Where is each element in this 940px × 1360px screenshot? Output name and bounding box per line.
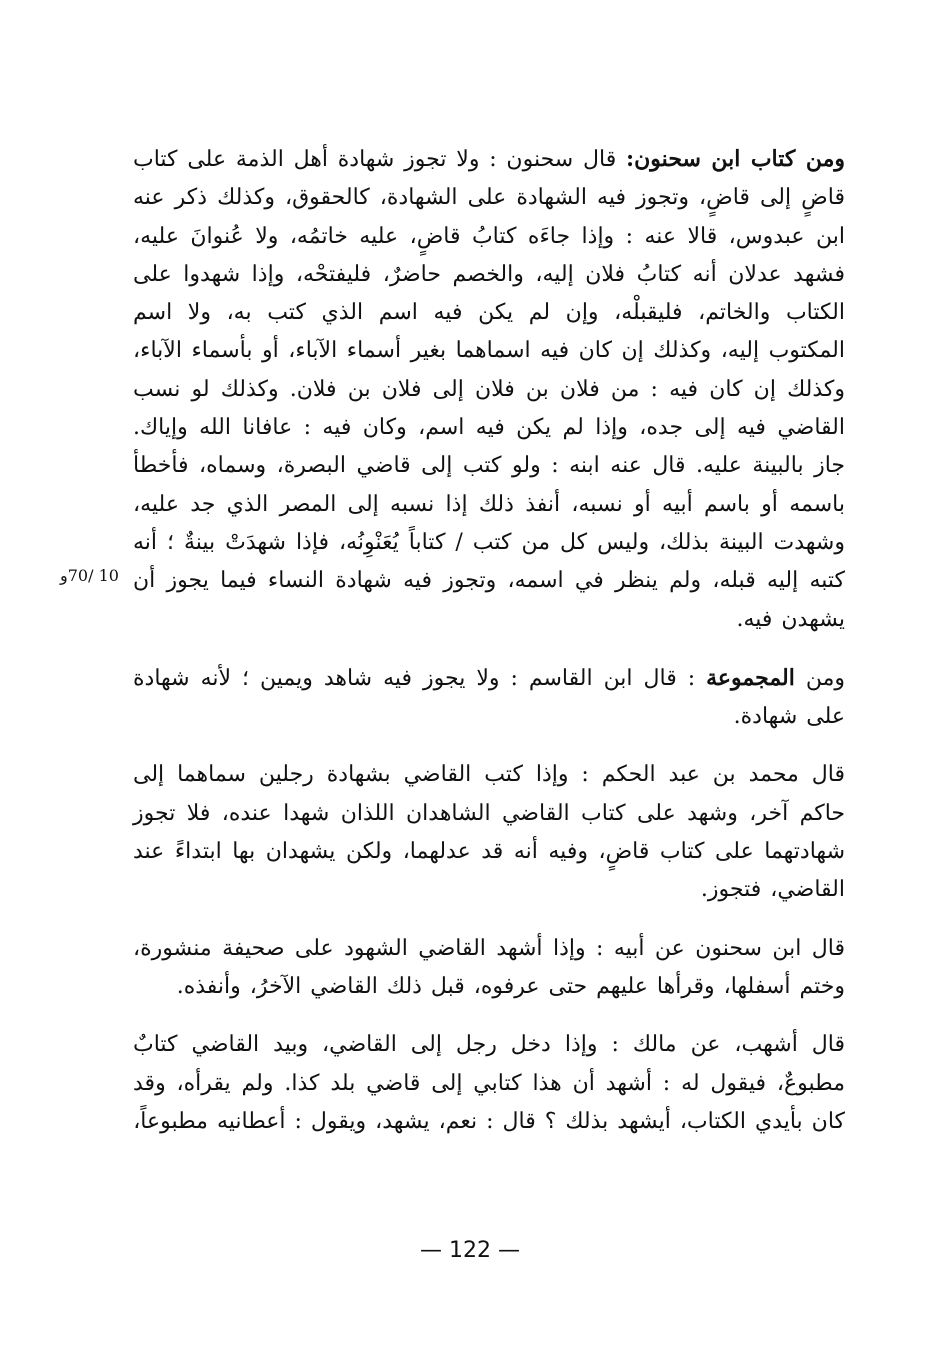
- paragraph-1: [133, 140, 845, 639]
- paragraph-2-prefix: ومن: [794, 665, 845, 691]
- paragraph-1-text: قال سحنون : ولا تجوز شهادة أهل الذمة على كتاب قاضٍ إلى قاضٍ، وتجوز فيه الشهادة على الشهادة، كالحقوق، وكذلك ذكر عنه ابن عبدوس، قالا عنه : وإذا جاءَه كتابُ قاضٍ، عليه خاتمُه، ولا عُنوانَ عليه، فشهد عدلان أنه كتابُ فلان إليه، والخصم حاضرٌ، فليفتحْه، وإذا شهدوا على الكتاب والخاتم، فليقبلْه، وإن لم يكن فيه اسم الذي كتب به، ولا اسم المكتوب إليه، وكذلك إن كان فيه اسماهما بغير أسماء الآباء، أو بأسماء الآباء، وكذلك إن كان فيه : من فلان بن فلان إلى فلان بن فلان. وكذلك لو نسب القاضي فيه إلى جده، وإذا لم يكن فيه اسم، وكان فيه : عافانا الله وإياك. جاز بالبينة عليه. قال عنه ابنه : ولو كتب إلى قاضي البصرة، وسماه، فأخطأ باسمه أو باسم أبيه أو نسبه، أنفذ ذلك إذا نسبه إلى المصر الذي جد عليه، وشهدت البينة بذلك، وليس كل من كتب / كتاباً يُعَنْوِنُه، فإذا شهدَتْ بينةٌ ؛ أنه كتبه إليه قبله، ولم ينظر في اسمه، وتجوز فيه شهادة النساء فيما يجوز أن يشهدن فيه.: [133, 147, 845, 632]
- paragraph-2-text: : قال ابن القاسم : ولا يجوز فيه شاهد ويمين ؛ لأنه شهادة على شهادة.: [133, 665, 845, 730]
- main-text: [133, 140, 845, 1141]
- paragraph-3: قال محمد بن عبد الحكم : وإذا كتب القاضي بشهادة رجلين سماهما إلى حاكم آخر، وشهد على كتاب القاضي الشاهدان اللذان شهدا عنده، فلا تجوز شهادتهما على كتاب قاضٍ، وفيه أنه قد عدلهما، ولكن يشهدان بها ابتداءً عند القاضي، فتجوز.: [133, 762, 845, 903]
- paragraph-4: قال ابن سحنون عن أبيه : وإذا أشهد القاضي الشهود على صحيفة منشورة، وختم أسفلها، وقرأها عليهم حتى عرفوه، قبل ذلك القاضي الآخرُ، وأنفذه.: [133, 935, 845, 999]
- manuscript-folio-reference: 10 /70و: [60, 566, 119, 585]
- paragraph-2: [133, 659, 845, 737]
- paragraph-5: قال أشهب، عن مالك : وإذا دخل رجل إلى القاضي، وبيد القاضي كتابٌ مطبوعٌ، فيقول له : أشهد أن هذا كتابي إلى قاضي بلد كذا. ولم يقرأه، وقد كان بأيدي الكتاب، أيشهد بذلك ؟ قال : نعم، يشهد، ويقول : أعطانيه مطبوعاً،: [133, 1032, 845, 1134]
- source-heading-ibn-sahnun: ومن كتاب ابن سحنون:: [626, 146, 845, 172]
- source-heading-majmua: المجموعة: [706, 664, 795, 691]
- page-number: — 122 —: [420, 1238, 520, 1263]
